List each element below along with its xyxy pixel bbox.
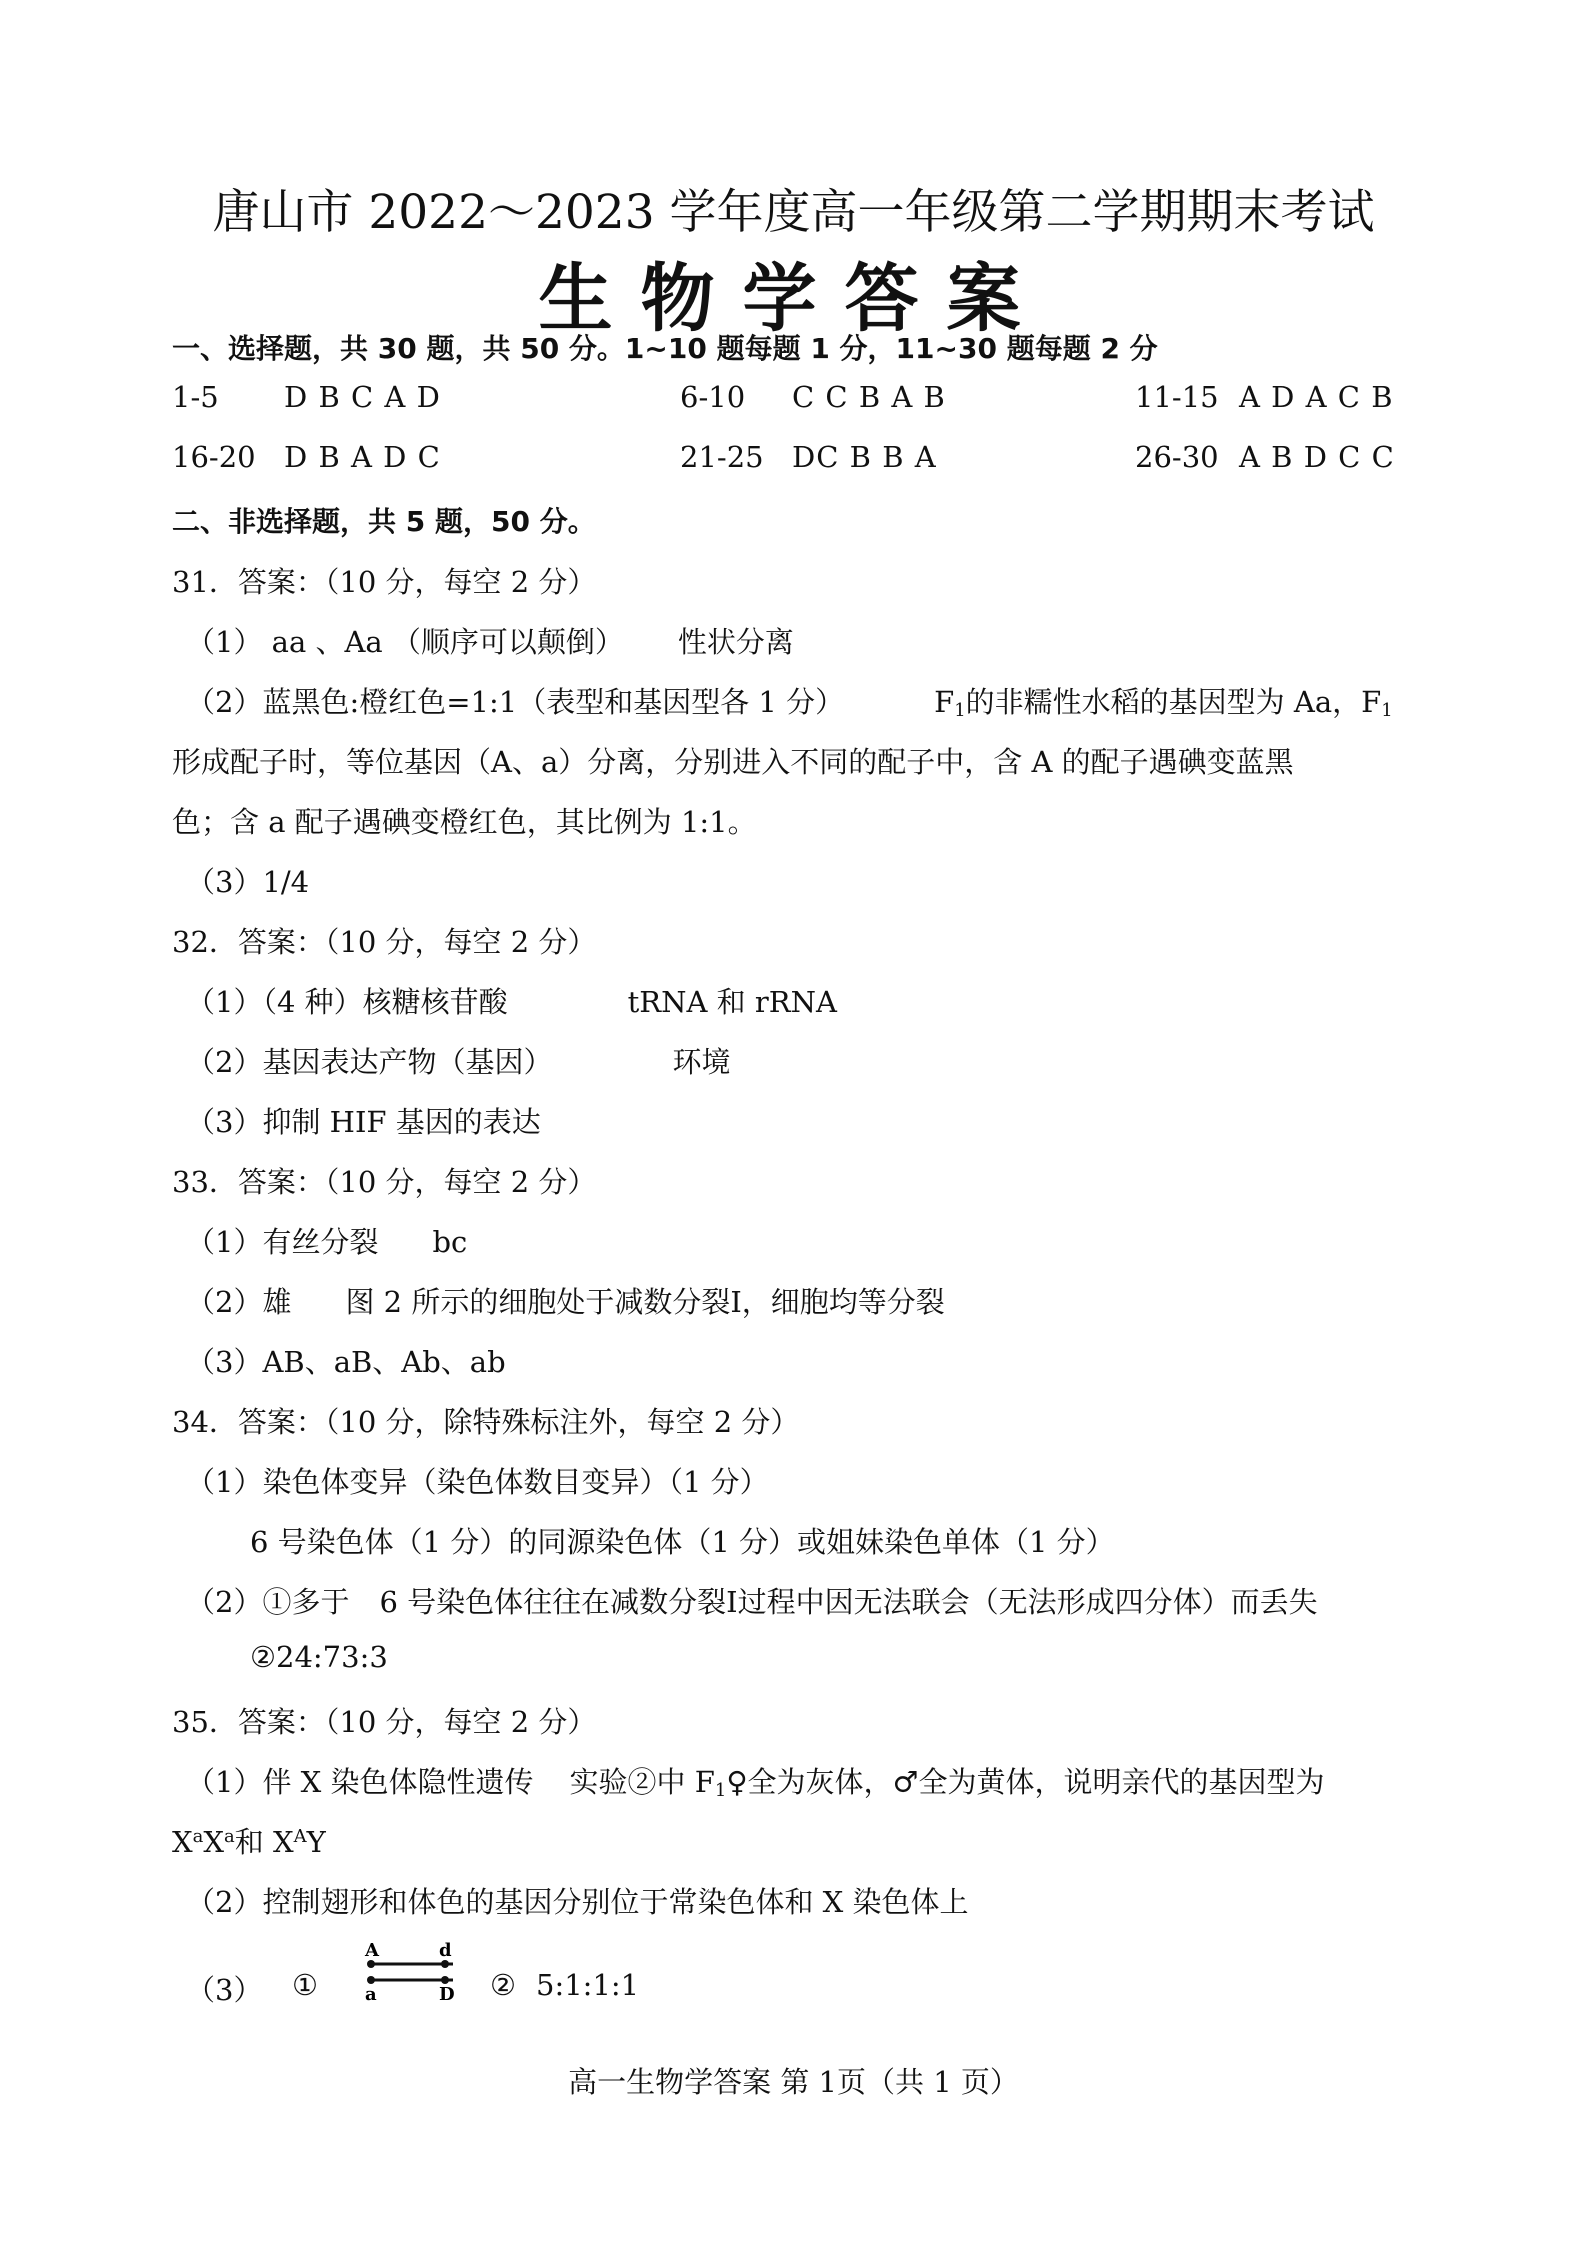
answer-range: 16-20 <box>172 440 256 474</box>
chromosome-diagram <box>355 1936 461 2006</box>
answer-letters: D B A D C <box>284 440 441 474</box>
q33-part1-answer: （1）有丝分裂 <box>186 1225 379 1259</box>
locus-dot <box>441 1976 449 1984</box>
q34-part2-explain: 6 号染色体往往在减数分裂Ⅰ过程中因无法联会（无法形成四分体）而丢失 <box>379 1585 1318 1619</box>
q31-part2-explain: 的非糯性水稻的基因型为 Aa，F <box>965 685 1382 719</box>
answer-group <box>1135 380 1394 414</box>
allele-label: d <box>439 1940 452 1961</box>
q32-part2 <box>186 1040 730 1081</box>
q35-part1-line2 <box>172 1820 326 1861</box>
q35-part2: （2）控制翅形和体色的基因分别位于常染色体和 X 染色体上 <box>186 1885 969 1919</box>
q35-part1-explain: 实验②中 F <box>569 1765 715 1799</box>
q34-part2 <box>186 1580 1318 1621</box>
q34-part2-answer: （2）①多于 <box>186 1585 350 1619</box>
answer-range: 26-30 <box>1135 440 1219 474</box>
answer-group <box>1135 440 1395 474</box>
genotype-x2: X <box>203 1825 225 1859</box>
q35-part1-answer: （1）伴 X 染色体隐性遗传 <box>186 1765 534 1799</box>
answer-letters: A B D C C <box>1239 440 1395 474</box>
genotype-sup1: a <box>192 1826 204 1847</box>
locus-dot <box>367 1976 375 1984</box>
page-subtitle: 生物学答案 <box>538 256 1049 342</box>
q32-part1 <box>186 980 837 1021</box>
q33-heading: 33．答案：（10 分，每空 2 分） <box>172 1165 597 1199</box>
q31-part2-line3: 色；含 a 配子遇碘变橙红色，其比例为 1:1。 <box>172 805 757 839</box>
locus-dot <box>367 1960 375 1968</box>
q35-part3-ratio: 5:1:1:1 <box>536 1968 640 2002</box>
answer-group <box>172 380 441 414</box>
q33-part3: （3）AB、aB、Ab、ab <box>186 1345 506 1379</box>
answer-letters: DC B B A <box>792 440 937 474</box>
q35-part1-explain2: ♀全为灰体，♂全为黄体，说明亲代的基因型为 <box>726 1765 1325 1799</box>
allele-label: a <box>365 1984 377 2005</box>
answer-group <box>680 440 937 474</box>
q31-part2 <box>186 680 1393 721</box>
q31-heading: 31．答案：（10 分，每空 2 分） <box>172 565 597 599</box>
page-title: 唐山市 2022～2023 学年度高一年级第二学期期末考试 <box>212 185 1375 240</box>
genotype-y: Y <box>306 1825 326 1859</box>
answer-range: 21-25 <box>680 440 764 474</box>
q31-part1-answer: （1） aa 、Aa （顺序可以颠倒） <box>186 625 624 659</box>
q35-part3-label: （3） <box>186 1973 263 2007</box>
q35-part3-circle2: ② <box>490 1968 516 2002</box>
q31-part1-answer2: 性状分离 <box>677 625 794 659</box>
answer-letters: A D A C B <box>1239 380 1394 414</box>
page-footer: 高一生物学答案 第 1页（共 1 页） <box>568 2065 1019 2099</box>
q33-part2-answer: （2）雄 <box>186 1285 292 1319</box>
q31-part2-sub: 1 <box>954 700 966 721</box>
q35-part3-circle1: ① <box>292 1968 318 2002</box>
answer-range: 6-10 <box>680 380 746 414</box>
q32-part2-answer: （2）基因表达产物（基因） <box>186 1045 553 1079</box>
q31-part3: （3）1/4 <box>186 865 310 899</box>
section2-heading: 二、非选择题，共 5 题，50 分。 <box>172 505 596 538</box>
q31-part1 <box>186 620 794 661</box>
section1-heading: 一、选择题，共 30 题，共 50 分。1~10 题每题 1 分，11~30 题每题 2 分 <box>172 332 1158 365</box>
genotype-and: 和 X <box>234 1825 294 1859</box>
q32-heading: 32．答案：（10 分，每空 2 分） <box>172 925 597 959</box>
q32-part2-answer2: 环境 <box>672 1045 731 1079</box>
answer-range: 1-5 <box>172 380 219 414</box>
genotype-x1: X <box>172 1825 193 1859</box>
q31-part2-answer: （2）蓝黑色:橙红色=1:1（表型和基因型各 1 分） <box>186 685 845 719</box>
q35-heading: 35．答案：（10 分，每空 2 分） <box>172 1705 597 1739</box>
q31-part2-line2: 形成配子时，等位基因（A、a）分离，分别进入不同的配子中，含 A 的配子遇碘变蓝黑 <box>172 745 1294 779</box>
q32-part1-answer: （1）（4 种）核糖核苷酸 <box>186 985 508 1019</box>
q33-part1 <box>186 1220 467 1261</box>
q33-part1-answer2: bc <box>432 1225 468 1259</box>
q33-part2 <box>186 1280 945 1321</box>
allele-label: D <box>439 1984 455 2005</box>
q32-part1-answer2: tRNA 和 rRNA <box>627 985 837 1019</box>
q35-part1 <box>186 1760 1325 1801</box>
q34-part1-line2: 6 号染色体（1 分）的同源染色体（1 分）或姐妹染色单体（1 分） <box>250 1525 1115 1559</box>
q34-heading: 34．答案：（10 分，除特殊标注外，每空 2 分） <box>172 1405 800 1439</box>
answer-group <box>680 380 946 414</box>
answer-range: 11-15 <box>1135 380 1219 414</box>
locus-dot <box>441 1960 449 1968</box>
genotype-sup2: a <box>224 1826 235 1847</box>
answer-group <box>172 440 441 474</box>
answer-letters: D B C A D <box>284 380 441 414</box>
q31-part2-sub2: 1 <box>1381 700 1393 721</box>
q33-part2-answer2: 图 2 所示的细胞处于减数分裂Ⅰ，细胞均等分裂 <box>345 1285 945 1319</box>
q35-part1-sub: 1 <box>714 1780 727 1801</box>
answer-letters: C C B A B <box>792 380 946 414</box>
genotype-sup3: A <box>293 1826 307 1847</box>
allele-label: A <box>365 1940 379 1961</box>
q34-part2-line2: ②24:73:3 <box>250 1640 388 1674</box>
q34-part1: （1）染色体变异（染色体数目变异）（1 分） <box>186 1465 769 1499</box>
q31-part2-f1: F <box>934 685 955 719</box>
q32-part3: （3）抑制 HIF 基因的表达 <box>186 1105 541 1139</box>
